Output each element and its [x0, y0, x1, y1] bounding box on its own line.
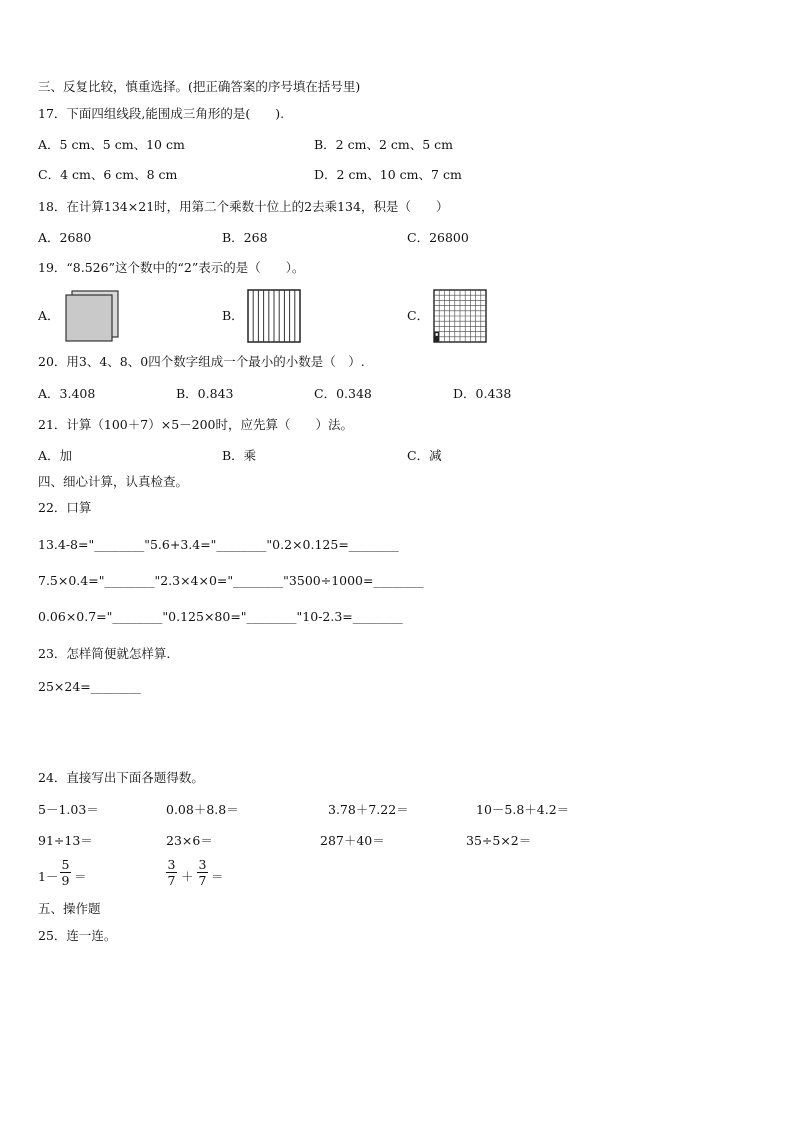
- q24-frac1-prefix: 1－: [38, 869, 59, 884]
- q23-expression: 25×24=________: [38, 679, 141, 694]
- q19-option-b-tenths-figure: [247, 289, 301, 343]
- q24-frac2-operator: ＋: [181, 869, 194, 884]
- q20-stem: 20．用3、4、8、0四个数字组成一个最小的小数是（ ）.: [38, 354, 365, 369]
- q21-option-a: A．加: [38, 448, 73, 463]
- q17-option-b: B．2 cm、2 cm、5 cm: [314, 137, 454, 152]
- section5-title: 五、操作题: [38, 901, 101, 916]
- q19-option-a-squares-figure: [64, 290, 120, 342]
- q19-option-c-hundredths-figure: [433, 289, 487, 343]
- q24-frac2-denominator-1: 7: [167, 873, 176, 888]
- q24-r2-item-2: 23×6＝: [166, 833, 213, 848]
- q24-frac1-numerator: 5: [61, 857, 70, 872]
- q24-r2-item-1: 91÷13＝: [38, 833, 93, 848]
- q17-stem: 17．下面四组线段,能围成三角形的是( ).: [38, 106, 285, 121]
- q17-option-d: D．2 cm、10 cm、7 cm: [314, 167, 462, 182]
- q22-stem: 22．口算: [38, 500, 92, 515]
- q24-frac2-numerator-1: 3: [167, 857, 176, 872]
- q18-option-b: B．268: [222, 230, 268, 245]
- q21-stem: 21．计算（100＋7）×5－200时，应先算（ ）法。: [38, 417, 354, 432]
- q18-option-a: A．2680: [38, 230, 92, 245]
- q22-row-1: 13.4-8="________"5.6+3.4="________"0.2×0.125=________: [38, 537, 399, 552]
- q24-frac1-denominator: 9: [61, 873, 70, 888]
- q24-r1-item-1: 5－1.03＝: [38, 802, 99, 817]
- q17-option-c: C．4 cm、6 cm、8 cm: [38, 167, 178, 182]
- q24-frac2-fraction-2: [197, 858, 208, 887]
- q18-stem: 18．在计算134×21时，用第二个乘数十位上的2去乘134，积是（ ）: [38, 199, 449, 214]
- section4-title: 四、细心计算，认真检查。: [38, 474, 189, 489]
- section3-title: 三、反复比较，慎重选择。(把正确答案的序号填在括号里): [38, 79, 361, 94]
- q24-frac2-fraction-1: [166, 858, 177, 887]
- q22-row-2: 7.5×0.4="________"2.3×4×0="________"3500÷1000=________: [38, 573, 424, 588]
- q17-option-a: A．5 cm、5 cm、10 cm: [38, 137, 185, 152]
- q24-frac2-denominator-2: 7: [198, 873, 207, 888]
- q22-row-3: 0.06×0.7="________"0.125×80="________"10-2.3=________: [38, 609, 403, 624]
- q18-option-c: C．26800: [407, 230, 469, 245]
- q24-r2-item-3: 287＋40＝: [320, 833, 385, 848]
- q24-frac1-fraction: [60, 858, 71, 887]
- q24-r1-item-2: 0.08＋8.8＝: [166, 802, 239, 817]
- q20-option-d: D．0.438: [453, 386, 512, 401]
- q20-option-b: B．0.843: [176, 386, 234, 401]
- q24-r1-item-4: 10－5.8＋4.2＝: [476, 802, 570, 817]
- q25-stem: 25．连一连。: [38, 928, 117, 943]
- q24-frac1-suffix: ＝: [74, 869, 87, 884]
- q23-stem: 23．怎样简便就怎样算.: [38, 646, 171, 661]
- q19-option-c: C．: [407, 308, 430, 323]
- q19-option-b: B．: [222, 308, 244, 323]
- q20-option-c: C．0.348: [314, 386, 372, 401]
- q19-option-a: A．: [38, 308, 60, 323]
- q24-r2-item-4: 35÷5×2＝: [466, 833, 532, 848]
- q24-r1-item-3: 3.78＋7.22＝: [328, 802, 409, 817]
- q21-option-c: C．减: [407, 448, 442, 463]
- q20-option-a: A．3.408: [38, 386, 96, 401]
- q24-stem: 24．直接写出下面各题得数。: [38, 770, 204, 785]
- q24-frac2-suffix: ＝: [211, 869, 224, 884]
- q19-stem: 19．“8.526”这个数中的“2”表示的是（ ）。: [38, 260, 305, 275]
- q24-frac2-numerator-2: 3: [198, 857, 207, 872]
- q21-option-b: B．乘: [222, 448, 257, 463]
